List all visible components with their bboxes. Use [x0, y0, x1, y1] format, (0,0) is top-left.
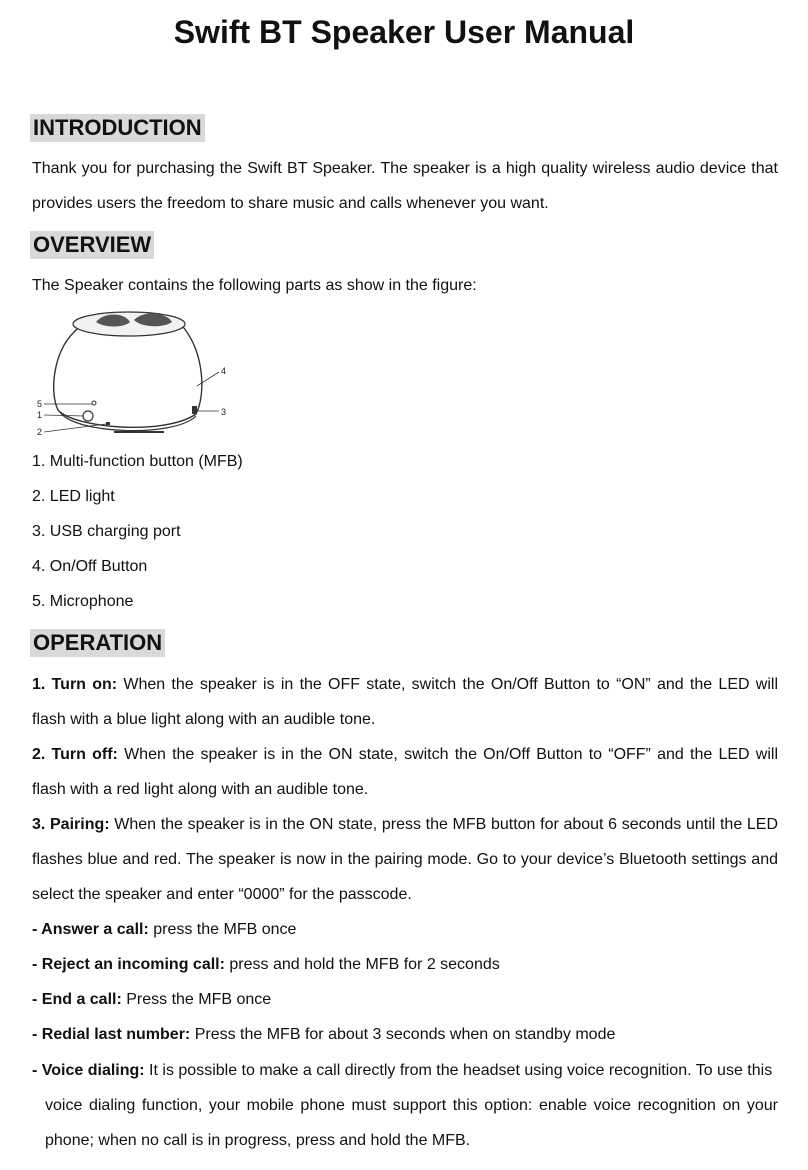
voice-dialing-label: - Voice dialing:	[32, 1062, 145, 1079]
pairing-paragraph	[32, 807, 778, 912]
figure-label-5: 5	[37, 399, 43, 409]
redial-text: Press the MFB for about 3 seconds when on standby mode	[190, 1026, 616, 1043]
answer-call-label: - Answer a call:	[32, 921, 149, 938]
reject-call-text: press and hold the MFB for 2 seconds	[224, 956, 500, 973]
part-item: 5. Microphone	[32, 593, 134, 610]
turn-on-label: 1. Turn on:	[32, 676, 118, 693]
end-call-label: - End a call:	[32, 991, 122, 1008]
answer-call-item	[32, 920, 296, 940]
figure-label-1: 1	[37, 410, 43, 420]
turn-on-text: When the speaker is in the OFF state, switch the On/Off Button to “ON” and the LED will flash with a blue light along with an audible tone.	[32, 676, 779, 728]
pairing-text: When the speaker is in the ON state, press the MFB button for about 6 seconds until the LED flashes blue and red. The speaker is now in the pairing mode. Go to your device’s Bluetooth settings and select the speaker and enter “0000” for the passcode.	[32, 816, 778, 903]
figure-label-3: 3	[221, 407, 227, 417]
end-call-text: Press the MFB once	[121, 991, 272, 1008]
voice-dialing-text-rest: voice dialing function, your mobile phone must support this option: enable voice recognition on your phone; when no call is in progress, press and hold the MFB.	[45, 1097, 778, 1149]
speaker-figure	[34, 304, 234, 440]
answer-call-text: press the MFB once	[148, 921, 297, 938]
introduction-heading: INTRODUCTION	[30, 114, 205, 142]
part-item: 4. On/Off Button	[32, 558, 148, 575]
overview-heading: OVERVIEW	[30, 231, 154, 259]
page-title: Swift BT Speaker User Manual	[173, 14, 635, 50]
turn-off-label: 2. Turn off:	[32, 746, 118, 763]
voice-dialing-item	[32, 1053, 778, 1158]
overview-intro: The Speaker contains the following parts as show in the figure:	[32, 277, 477, 294]
end-call-item	[32, 990, 271, 1010]
turn-on-paragraph	[32, 667, 778, 737]
voice-dialing-text-line1: It is possible to make a call directly from the headset using voice recognition. To use this	[144, 1062, 773, 1079]
figure-label-4: 4	[221, 366, 227, 376]
part-item: 1. Multi-function button (MFB)	[32, 453, 243, 470]
part-item: 2. LED light	[32, 488, 115, 505]
reject-call-item	[32, 955, 500, 975]
introduction-text: Thank you for purchasing the Swift BT Speaker. The speaker is a high quality wireless audio device that provides users the freedom to share music and calls whenever you want.	[32, 160, 778, 212]
reject-call-label: - Reject an incoming call:	[32, 956, 225, 973]
turn-off-text: When the speaker is in the ON state, switch the On/Off Button to “OFF” and the LED will flash with a red light along with an audible tone.	[32, 746, 778, 798]
figure-label-2: 2	[37, 427, 43, 437]
redial-item	[32, 1025, 615, 1045]
turn-off-paragraph	[32, 737, 778, 807]
redial-label: - Redial last number:	[32, 1026, 191, 1043]
pairing-label: 3. Pairing:	[32, 816, 110, 833]
part-item: 3. USB charging port	[32, 523, 181, 540]
operation-heading: OPERATION	[30, 629, 165, 657]
